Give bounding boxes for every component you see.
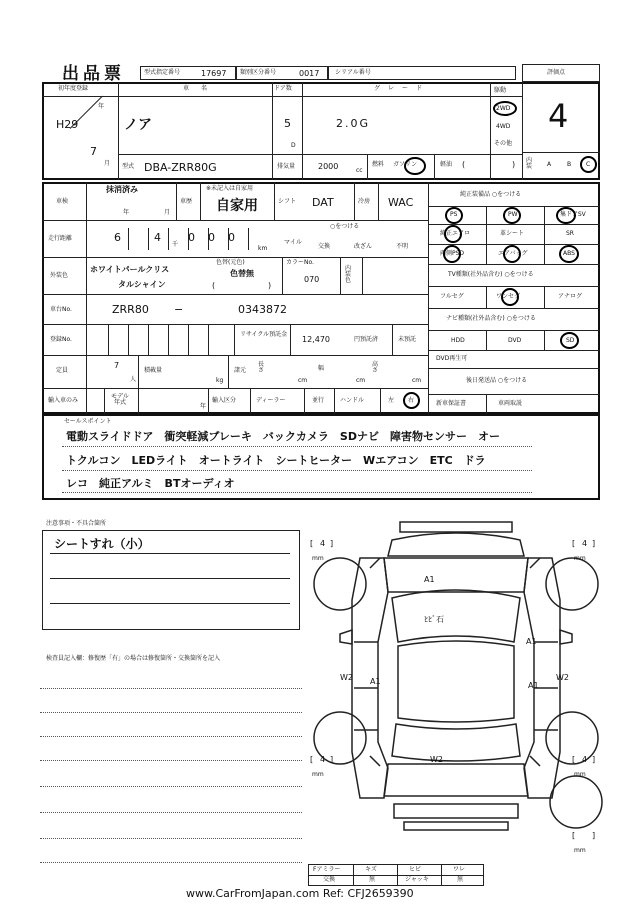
first-reg-year: H29 bbox=[56, 118, 79, 131]
chassis-dash: − bbox=[174, 303, 184, 316]
tire-value: 4 bbox=[582, 539, 588, 548]
mark-left-w2: W2 bbox=[340, 673, 353, 682]
mark-left-door: A1 bbox=[370, 677, 381, 686]
drive-2wd-circle bbox=[493, 101, 517, 116]
load-label: 積載量 bbox=[144, 367, 163, 374]
ac-label: 冷房 bbox=[358, 198, 371, 205]
equip-abs-circle bbox=[559, 245, 579, 263]
grade-label: グレード bbox=[374, 85, 431, 92]
handle-label: ハンドル bbox=[340, 397, 365, 404]
tv-oneseg-circle bbox=[501, 288, 519, 306]
model-year-label: モデル年式 bbox=[111, 393, 129, 406]
tire-unit: mm bbox=[574, 847, 586, 854]
chassis-number: 0343872 bbox=[238, 303, 287, 316]
legend-header: ヒビ bbox=[409, 866, 422, 873]
legend-header: キズ bbox=[365, 866, 377, 873]
capacity-unit: 人 bbox=[130, 376, 137, 383]
tire-unit: mm bbox=[312, 555, 324, 562]
hood-shape bbox=[384, 558, 528, 592]
dvd-playback-label: DVD再生可 bbox=[436, 355, 468, 362]
navi-dvd: DVD bbox=[508, 337, 522, 344]
model-label: 型式 bbox=[122, 163, 135, 170]
navi-hdd: HDD bbox=[451, 337, 465, 344]
equip-airbag: エアバッグ bbox=[498, 250, 528, 257]
usage-note: ※未記入は自家用 bbox=[206, 185, 254, 192]
color-no-label: カラーNo. bbox=[286, 259, 314, 266]
serial-number-label: シリアル番号 bbox=[335, 69, 371, 76]
navi-sd: SD bbox=[566, 337, 575, 344]
grade-a: A bbox=[547, 161, 552, 168]
model-value: DBA-ZRR80G bbox=[144, 161, 217, 174]
notes-label: 注意事項・不具合箇所 bbox=[46, 520, 107, 527]
rear-hatch-shape bbox=[384, 764, 528, 796]
mileage-digits bbox=[108, 226, 274, 250]
tire-unit: mm bbox=[574, 771, 586, 778]
equip-psd-circle bbox=[443, 245, 461, 263]
inspection-label: 車検 bbox=[56, 198, 69, 205]
recycle-none: 未預託 bbox=[398, 336, 417, 343]
grade-b: B bbox=[567, 161, 572, 168]
class-number-label: 類別区分番号 bbox=[240, 69, 277, 76]
recycle-label: リサイクル預託金 bbox=[240, 331, 288, 338]
first-reg-label: 初年度登録 bbox=[58, 85, 89, 92]
mileage-digit: 0 bbox=[188, 231, 195, 244]
load-unit: kg bbox=[216, 377, 224, 384]
displacement-unit: cc bbox=[356, 167, 363, 174]
mileage-digit: 6 bbox=[114, 231, 121, 244]
right-handle: 右 bbox=[408, 397, 415, 404]
month-suffix: 月 bbox=[104, 160, 111, 167]
doors-label: ドア数 bbox=[274, 85, 292, 92]
model-year-unit: 年 bbox=[200, 403, 207, 410]
fuel-circle bbox=[404, 157, 426, 175]
legend-table bbox=[308, 864, 484, 886]
equip-pw: PW bbox=[508, 211, 518, 218]
front-grille-shape bbox=[388, 533, 524, 556]
equip-psd: 両側PSD bbox=[440, 250, 465, 257]
ac-value: WAC bbox=[388, 196, 414, 209]
tv-oneseg: ワンセグ bbox=[496, 293, 521, 300]
registration-label: 登録No. bbox=[50, 336, 72, 343]
sales-points-label: セールスポイント bbox=[64, 418, 112, 425]
color-value-2: タルシャイン bbox=[118, 280, 166, 289]
doors-suffix: D bbox=[291, 142, 296, 149]
score-value: 4 bbox=[548, 97, 569, 135]
notes-line-1: シートすれ（小） bbox=[54, 537, 150, 551]
width-label: 幅 bbox=[318, 365, 325, 372]
left-handle: 左 bbox=[388, 397, 395, 404]
rear-bumper-shape bbox=[394, 804, 518, 818]
mark-right-w2: W2 bbox=[556, 673, 569, 682]
serial-number-box bbox=[328, 66, 516, 80]
form-title: 出品票 bbox=[62, 64, 125, 84]
tire-unit: mm bbox=[312, 771, 324, 778]
drive-other: その他 bbox=[494, 140, 513, 147]
score-header bbox=[522, 64, 600, 82]
footer-reference: www.CarFromJapan.com Ref: CFJ2659390 bbox=[186, 887, 414, 900]
legend-header: ワレ bbox=[453, 866, 466, 873]
chassis-label: 車台No. bbox=[50, 306, 72, 313]
equip-ps: PS bbox=[450, 211, 458, 218]
drive-label: 駆動 bbox=[494, 87, 507, 94]
mileage-digit: 0 bbox=[208, 231, 215, 244]
spare-tire bbox=[550, 776, 602, 828]
mileage-unit: km bbox=[258, 245, 268, 252]
unknown-label: 不明 bbox=[396, 243, 409, 250]
color-label: 外装色 bbox=[50, 272, 69, 279]
interior-color-label: 内装色 bbox=[345, 265, 352, 284]
mark-right-rear: A1 bbox=[528, 681, 539, 690]
chassis-prefix: ZRR80 bbox=[112, 303, 149, 316]
cm-unit: cm bbox=[298, 377, 308, 384]
fuel-label: 燃料 bbox=[372, 161, 385, 168]
right-mirror-shape bbox=[560, 630, 572, 644]
equip-pw-circle bbox=[503, 207, 521, 224]
inspection-month: 月 bbox=[164, 209, 171, 216]
drive-4wd: 4WD bbox=[496, 123, 511, 130]
modify-label: 改ざん bbox=[354, 243, 373, 250]
score-label: 評価点 bbox=[547, 69, 566, 76]
parallel-label: 並行 bbox=[312, 397, 325, 404]
equip-aero-circle bbox=[444, 225, 462, 243]
front-right-wheel bbox=[546, 555, 598, 610]
class-number-box bbox=[236, 66, 328, 80]
equip-lock-circle bbox=[556, 207, 576, 224]
height-label: 高さ bbox=[372, 361, 379, 374]
color-change-label: 色替(元色) bbox=[216, 259, 245, 266]
drive-2wd: 2WD bbox=[496, 105, 511, 112]
mark-windshield: ﾋﾋﾞ石 bbox=[424, 615, 444, 624]
mark-hood: A1 bbox=[424, 575, 435, 584]
shift-label: シフト bbox=[278, 198, 297, 205]
grade-c: C bbox=[586, 161, 591, 168]
sales-line-3: レコ 純正アルミ BTオーディオ bbox=[66, 477, 235, 490]
legend-header: Fアミラー bbox=[313, 866, 341, 873]
left-mirror-shape bbox=[340, 630, 352, 644]
equip-leather: 革シート bbox=[500, 230, 525, 237]
fuel-gasoline: ガソリン bbox=[393, 161, 418, 168]
legend-value: 無 bbox=[457, 876, 464, 883]
tire-value: 4 bbox=[320, 539, 326, 548]
equip-aero: 純正エアロ bbox=[440, 230, 471, 237]
cm-unit: cm bbox=[412, 377, 422, 384]
class-number-value: 0017 bbox=[299, 69, 320, 78]
dealer-label: ディーラー bbox=[256, 397, 286, 404]
shift-value: DAT bbox=[312, 196, 334, 209]
type-number-value: 17697 bbox=[201, 69, 227, 78]
dims-label: 諸元 bbox=[234, 367, 247, 374]
capacity-value: 7 bbox=[114, 361, 120, 370]
first-reg-month: 7 bbox=[90, 145, 97, 158]
after-delivery-label: 後日発送品 ○をつける bbox=[466, 377, 528, 384]
inspector-label: 検査員記入欄：修復歴「有」の場合は修復箇所・交換箇所を記入 bbox=[46, 655, 221, 662]
tire-value: 4 bbox=[582, 755, 588, 764]
doors-value: 5 bbox=[284, 117, 291, 130]
cm-unit: cm bbox=[356, 377, 366, 384]
car-name-label: 車名 bbox=[183, 85, 220, 92]
tv-fullseg: フルセグ bbox=[440, 293, 464, 300]
grade-value: 2.0G bbox=[336, 117, 371, 130]
roof-shape bbox=[398, 641, 514, 722]
mark-right-door: A1 bbox=[526, 637, 537, 646]
sales-line-2: トクルコン LEDライト オートライト シートヒーター Wエアコン ETC ドラ bbox=[66, 454, 486, 467]
capacity-label: 定員 bbox=[56, 367, 69, 374]
color-change-value: 色替無 bbox=[230, 269, 254, 278]
tire-unit: mm bbox=[574, 555, 586, 562]
import-label: 輸入車のみ bbox=[48, 397, 79, 404]
usage-label: 車歴 bbox=[180, 198, 193, 205]
mileage-thousand: 千 bbox=[172, 241, 179, 248]
genuine-equipment-label: 純正装備品 ○をつける bbox=[460, 191, 522, 198]
import-class-label: 輸入区分 bbox=[212, 397, 237, 404]
equip-abs: ABS bbox=[563, 250, 575, 257]
circle-note: ○をつける bbox=[330, 223, 360, 230]
sales-line-1: 電動スライドドア 衝突軽減ブレーキ バックカメラ SDナビ 障害物センサー オー bbox=[66, 430, 500, 443]
mark-rear-w2: W2 bbox=[430, 755, 443, 764]
interior-label: 内装 bbox=[526, 157, 533, 170]
after-warranty: 新車保証書 bbox=[436, 400, 467, 407]
car-name-value: ノア bbox=[124, 117, 152, 133]
right-body-shape bbox=[524, 558, 560, 798]
equip-central-lock: 集ドアSV bbox=[560, 211, 586, 218]
rear-step-shape bbox=[404, 822, 508, 830]
grade-c-circle bbox=[580, 156, 597, 173]
tv-label: TV種類(社外品含む) ○をつける bbox=[448, 271, 534, 278]
legend-value: ジャッキ bbox=[405, 876, 429, 883]
mileage-digit: 0 bbox=[228, 231, 235, 244]
tv-analog: アナログ bbox=[558, 293, 583, 300]
left-door-lines bbox=[354, 642, 378, 730]
after-manual: 車両取説 bbox=[498, 400, 523, 407]
length-label: 長さ bbox=[258, 361, 265, 374]
mileage-digit: 4 bbox=[154, 231, 161, 244]
rear-window-shape bbox=[392, 724, 520, 761]
year-suffix: 年 bbox=[98, 103, 105, 110]
displacement-value: 2000 bbox=[318, 162, 339, 171]
equip-ps-circle bbox=[445, 207, 463, 224]
recycle-value: 12,470 bbox=[302, 335, 330, 344]
right-handle-circle bbox=[403, 392, 420, 409]
inspection-year: 年 bbox=[123, 209, 130, 216]
diesel-label: 軽油 bbox=[440, 161, 453, 168]
inspection-value: 抹消済み bbox=[106, 185, 138, 194]
legend-value: 無 bbox=[369, 876, 376, 883]
color-no-value: 070 bbox=[304, 275, 320, 284]
swap-label: 交換 bbox=[318, 243, 331, 250]
usage-value: 自家用 bbox=[216, 198, 258, 214]
equip-sr: SR bbox=[566, 230, 574, 237]
navi-sd-circle bbox=[560, 332, 579, 349]
tire-value: 4 bbox=[320, 755, 326, 764]
navi-label: ナビ種類(社外品含む) ○をつける bbox=[446, 315, 536, 322]
equip-airbag-circle bbox=[503, 245, 521, 263]
type-number-label: 型式指定番号 bbox=[144, 69, 181, 76]
color-value-1: ホワイトパールクリス bbox=[90, 265, 170, 274]
front-bumper-shape bbox=[400, 522, 512, 532]
mileage-label: 走行距離 bbox=[48, 235, 73, 242]
car-damage-diagram bbox=[300, 512, 610, 852]
recycle-deposit: 円預託済 bbox=[354, 336, 379, 343]
displacement-label: 排気量 bbox=[277, 163, 296, 170]
legend-value: 交換 bbox=[323, 876, 336, 883]
windshield-shape bbox=[392, 590, 520, 642]
mile-label: マイル bbox=[284, 239, 302, 246]
type-number-box bbox=[140, 66, 236, 80]
